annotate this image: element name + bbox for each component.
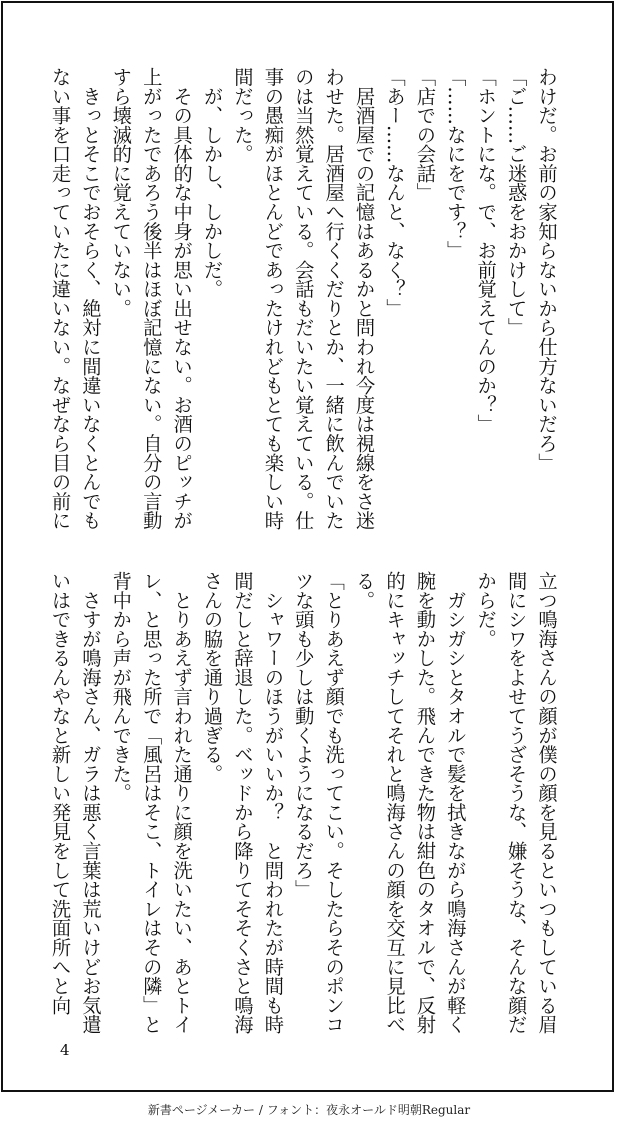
- text-line: る。: [352, 571, 376, 610]
- text-line: ガシガシとタオルで髪を拭きながら鳴海さんが軽く: [443, 571, 467, 1034]
- text-line: とりあえず言われた通りに顔を洗いたい、あとトイ: [170, 571, 194, 1034]
- upper-text-block: [44, 67, 561, 530]
- text-line: きっとそこでおそらく、絶対に間違いなくとんでも: [78, 67, 102, 530]
- text-line: さんの脇を通り過ぎる。: [200, 571, 224, 784]
- text-line: シャワーのほうがいいか？ と問われたが時間も時: [261, 571, 285, 1034]
- text-line: 事の愚痴がほとんどであったけれどもとても楽しい時: [261, 67, 285, 530]
- text-line: のは当然覚えている。会話もだいたい覚えている。仕: [291, 67, 315, 530]
- page-number: 4: [60, 1041, 70, 1059]
- text-line: 「ご……ご迷惑をおかけして」: [504, 67, 528, 338]
- text-line: 「店での会話」: [413, 67, 437, 203]
- text-line: が、しかし、しかしだ。: [200, 67, 224, 299]
- text-line: いはできるんやなと新しい発見をして洗面所へと向: [48, 571, 72, 1015]
- text-line: さすが鳴海さん、ガラは悪く言葉は荒いけどお気遣: [78, 571, 102, 1034]
- text-line: すら壊滅的に覚えていない。: [109, 67, 133, 318]
- text-line: わせた。居酒屋へ行くくだりとか、一緒に飲んでいた: [322, 67, 346, 530]
- text-line: 的にキャッチしてそれと鳴海さんの顔を交互に見比べ: [382, 571, 406, 1034]
- text-line: ツな頭も少しは動くようになるだろ」: [291, 571, 315, 899]
- text-line: 背中から声が飛んできた。: [109, 571, 133, 803]
- text-line: 立つ鳴海さんの顔が僕の顔を見るといつもしている眉: [535, 571, 558, 1034]
- footer-credit: 新書ページメーカー / フォント：夜永オールド明朝Regular: [147, 1103, 471, 1117]
- text-line: 間だしと辞退した。ベッドから降りてそそくさと鳴海: [230, 571, 254, 1034]
- text-line: 居酒屋での記憶はあるかと問われ今度は視線をさ迷: [352, 67, 376, 530]
- text-line: 間だった。: [230, 67, 254, 164]
- text-line: からだ。: [474, 571, 498, 649]
- lower-text-block: [44, 571, 561, 1034]
- text-line: わけだ。お前の家知らないから仕方ないだろ」: [535, 67, 558, 473]
- text-line: レ、と思った所で「風呂はそこ、トイレはその隣」と: [139, 571, 163, 1034]
- text-line: 間にシワをよせてうざそうな、嫌そうな、そんな顔だ: [504, 571, 528, 1034]
- text-line: 「ホントにな。で、お前覚えてんのか？」: [474, 67, 498, 434]
- text-line: その具体的な中身が思い出せない。お酒のピッチが: [170, 67, 194, 530]
- text-line: 「あー……なんと、なく？」: [382, 67, 406, 318]
- text-line: 「とりあえず顔でも洗ってこい。そしたらそのポンコ: [322, 571, 346, 1034]
- text-line: ない事を口走っていたに違いない。なぜなら目の前に: [48, 67, 72, 530]
- text-line: 「……なにをです？」: [443, 67, 467, 260]
- page-frame: [1, 1, 614, 1092]
- text-line: 腕を動かした。飛んできた物は紺色のタオルで、反射: [413, 571, 437, 1034]
- text-line: 上がったであろう後半はほぼ記憶にない。自分の言動: [139, 67, 163, 530]
